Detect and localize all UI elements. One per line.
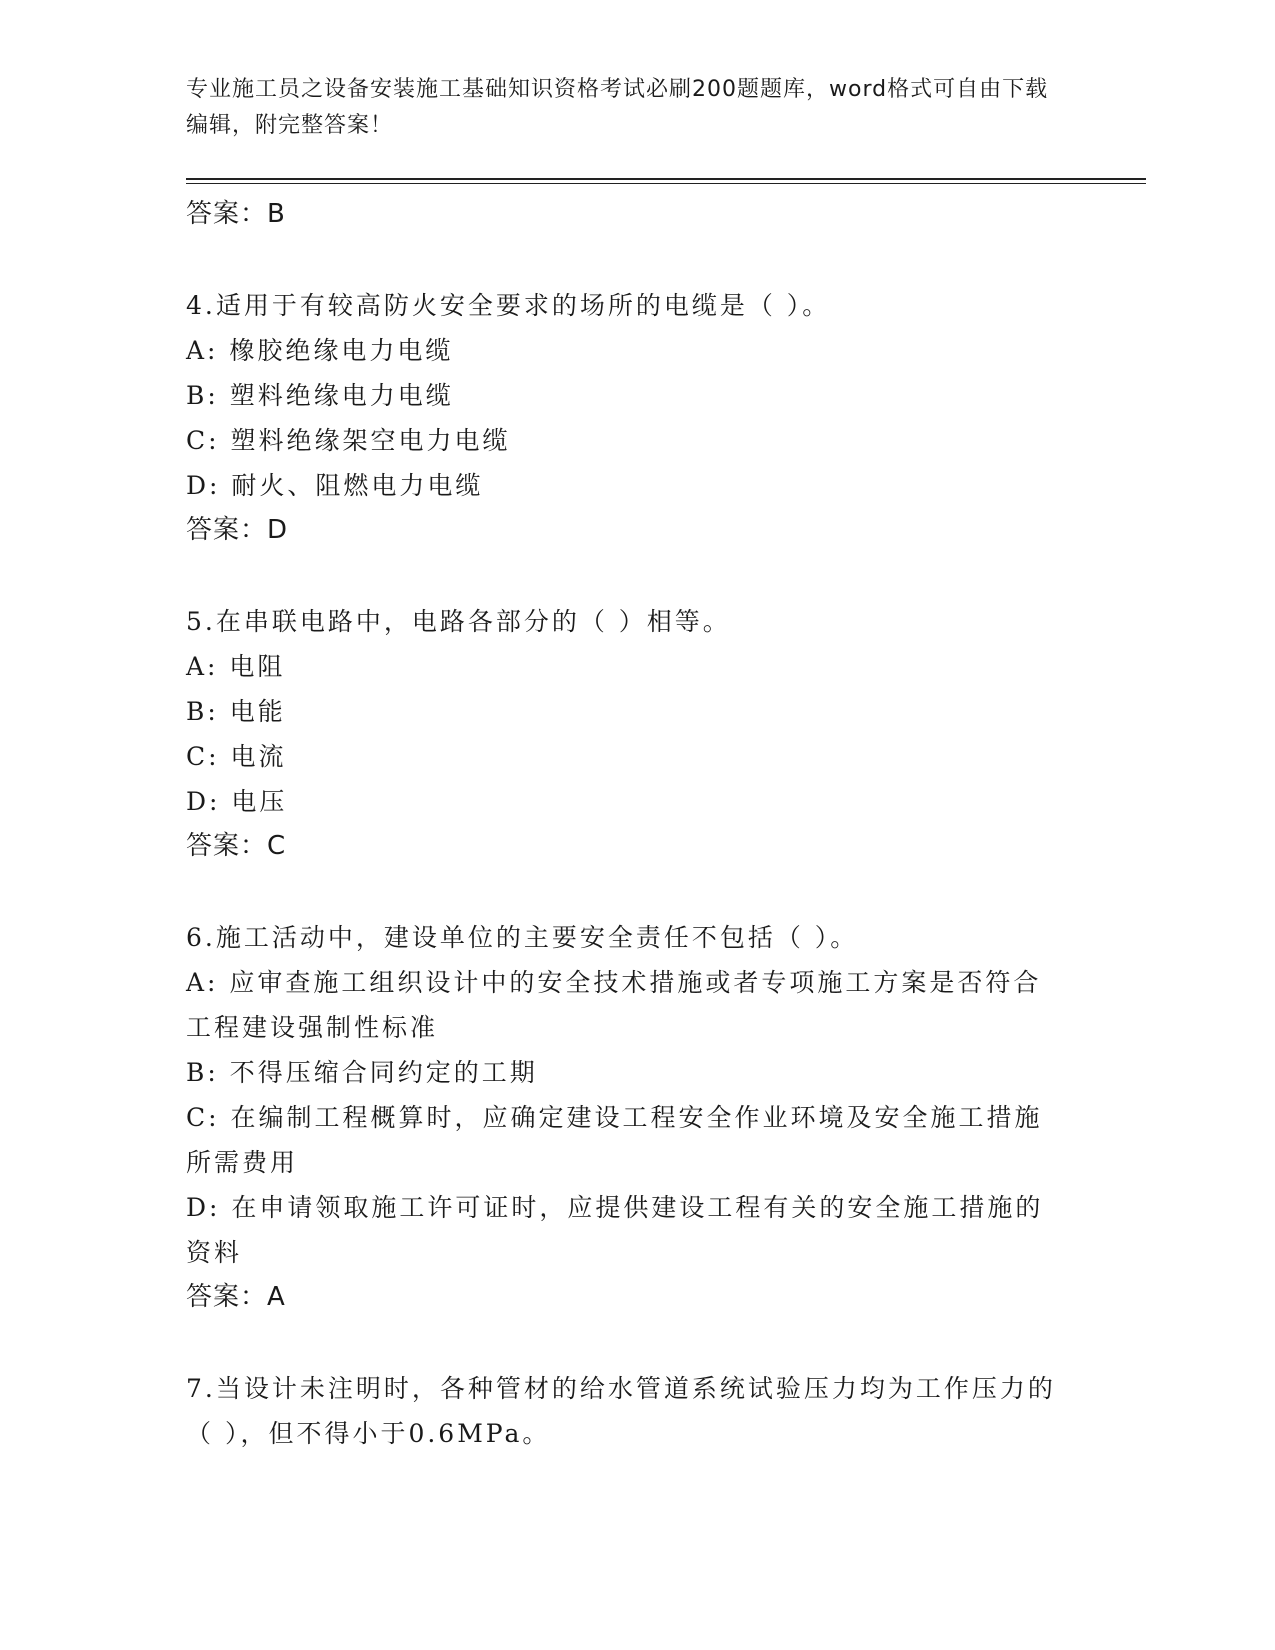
option-b: B: 电能 bbox=[186, 697, 286, 726]
question-stem: 5.在串联电路中，电路各部分的（ ）相等。 bbox=[186, 607, 731, 636]
option-d: D: 电压 bbox=[186, 787, 288, 816]
question-stem: 4.适用于有较高防火安全要求的场所的电缆是（ ）。 bbox=[186, 291, 831, 320]
answer-line: 答案：C bbox=[186, 831, 287, 861]
document-page bbox=[186, 72, 1146, 1456]
option-c: C: 塑料绝缘架空电力电缆 bbox=[186, 426, 511, 455]
answer-line: 答案：D bbox=[186, 515, 289, 545]
question-7 bbox=[186, 1366, 1146, 1456]
question-stem: 7.当设计未注明时，各种管材的给水管道系统试验压力均为工作压力的（ ），但不得小于0.6MPa。 bbox=[186, 1374, 1056, 1448]
question-stem: 6.施工活动中，建设单位的主要安全责任不包括（ ）。 bbox=[186, 923, 859, 952]
option-d: D: 在申请领取施工许可证时，应提供建设工程有关的安全施工措施的资料 bbox=[186, 1193, 1044, 1267]
document-header: 专业施工员之设备安装施工基础知识资格考试必刷200题题库，word格式可自由下载编辑，附完整答案！ bbox=[186, 77, 1049, 138]
option-a: A: 电阻 bbox=[186, 652, 286, 681]
answer-line: 答案：B bbox=[186, 199, 286, 229]
option-a: A: 橡胶绝缘电力电缆 bbox=[186, 336, 454, 365]
option-c: C: 在编制工程概算时，应确定建设工程安全作业环境及安全施工措施所需费用 bbox=[186, 1103, 1043, 1177]
option-c: C: 电流 bbox=[186, 742, 287, 771]
question-list bbox=[186, 192, 1146, 1456]
option-d: D: 耐火、阻燃电力电缆 bbox=[186, 471, 484, 500]
header-divider-thin bbox=[186, 183, 1146, 184]
option-b: B: 不得压缩合同约定的工期 bbox=[186, 1058, 538, 1087]
option-a: A: 应审查施工组织设计中的安全技术措施或者专项施工方案是否符合工程建设强制性标准 bbox=[186, 968, 1042, 1042]
option-b: B: 塑料绝缘电力电缆 bbox=[186, 381, 454, 410]
answer-line: 答案：A bbox=[186, 1282, 286, 1312]
question-5 bbox=[186, 599, 1146, 869]
header-divider bbox=[186, 178, 1146, 184]
question-6 bbox=[186, 915, 1146, 1320]
header-divider-thick bbox=[186, 178, 1146, 180]
question-4 bbox=[186, 283, 1146, 553]
